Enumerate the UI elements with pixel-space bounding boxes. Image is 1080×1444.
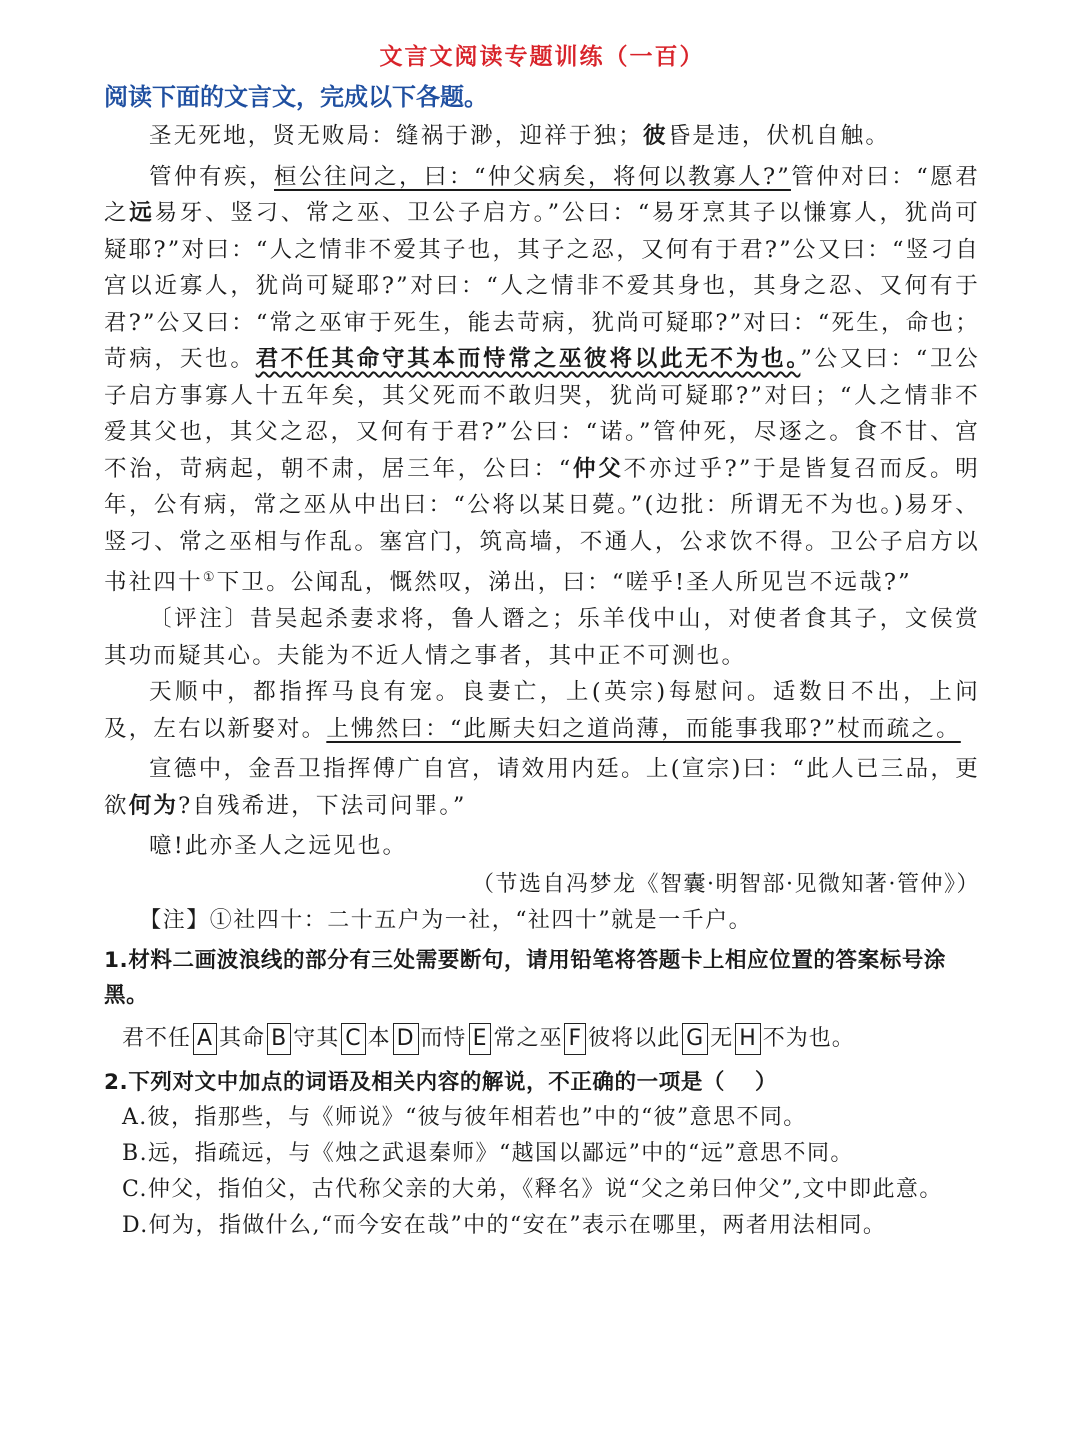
text: 易牙、竖刁、常之巫、卫公子启方。”公曰：“易牙烹其子以慊寡人，犹尚可疑耶?”对曰：“人之情非不爱其子也，其子之忍，又何有于君?”公又曰：“竖刁自宫以近寡人，犹尚可疑耶?”对曰：“人之情非不爱其身也，其身之忍、又何有于君?”公又曰：“常之巫审于死生，能去苛病，犹尚可疑耶?”对曰：“死生，命也；苛病，天也。 — [104, 200, 981, 372]
segment: 本 — [367, 1025, 391, 1051]
source-citation: （节选自冯梦龙《智囊·明智部·见微知著·管仲》） — [472, 871, 980, 897]
dotted-word-zhongfu: 仲父 — [572, 455, 624, 482]
break-option-d[interactable]: D — [393, 1023, 419, 1055]
segment: 无 — [710, 1025, 734, 1051]
question-2 — [104, 1065, 980, 1100]
dotted-word-yuan: 远 — [129, 200, 155, 226]
dotted-word-hewei: 何为 — [128, 792, 179, 819]
intro-text-2: 昏是违，伏机自触。 — [667, 123, 891, 149]
question-2-close: ） — [755, 1069, 778, 1095]
passage-fuguang — [104, 751, 980, 824]
footnote: 【注】①社四十：二十五户为一社，“社四十”就是一千户。 — [139, 907, 753, 933]
wavy-underlined-sentence: 君不任其命守其本而恃常之巫彼将以此无不为也。 — [255, 346, 801, 372]
question-1: 1.材料二画波浪线的部分有三处需要断句，请用铅笔将答题卡上相应位置的答案标号涂黑。 — [104, 947, 947, 1008]
passage-guanzhong — [104, 159, 980, 602]
break-option-g[interactable]: G — [682, 1023, 708, 1055]
commentary-paragraph: 〔评注〕昔吴起杀妻求将，鲁人谮之；乐羊伐中山，对使者食其子，文侯赏其功而疑其心。夫能为不近人情之事者，其中正不可测也。 — [104, 606, 980, 669]
text: ”公又曰：“卫公子启方事寡人十五年矣，其父死而不敢归哭，犹尚可疑耶?”对曰；“人之情非不爱其父也，其父之忍，又何有于君?”公曰：“诺。”管仲死，尽逐之。食不甘、宫不治，苛病起，朝不肃，居三年，公曰：“ — [104, 346, 981, 482]
break-option-h[interactable]: H — [735, 1023, 761, 1055]
passage-maliang — [104, 674, 980, 747]
segment: 君不任 — [122, 1025, 192, 1051]
text: 管仲有疾， — [149, 163, 274, 190]
reading-instruction: 阅读下面的文言文，完成以下各题。 — [104, 83, 488, 111]
intro-text-1: 圣无死地，贤无败局：缝祸于渺，迎祥于独； — [149, 123, 644, 149]
question-2-text: 2.下列对文中加点的词语及相关内容的解说，不正确的一项是（ — [104, 1069, 726, 1095]
text: 不亦过乎?”于是皆复召而反。明年，公有病，常之巫从中出曰：“公将以某日薨。”(边批：所谓无不为也。)易牙、竖刁、常之巫相与作乱。塞宫门，筑高墙，不通人，公求饮不得。卫公子启方以书社四十 — [104, 455, 981, 596]
break-option-a[interactable]: A — [193, 1023, 217, 1055]
option-a[interactable]: A.彼，指那些，与《师说》“彼与彼年相若也”中的“彼”意思不同。 — [122, 1104, 807, 1130]
segment: 常之巫 — [493, 1025, 563, 1051]
segment: 而恃 — [420, 1025, 467, 1051]
text: 下卫。公闻乱，慨然叹，涕出，曰：“嗟乎!圣人所见岂不远哉?” — [216, 569, 912, 596]
footnote-marker: ① — [202, 570, 217, 585]
segment: 不为也。 — [762, 1025, 855, 1051]
segment: 守其 — [293, 1025, 340, 1051]
option-d[interactable]: D.何为，指做什么,“而今安在哉”中的“安在”表示在哪里，两者用法相同。 — [122, 1212, 887, 1238]
segment: 其命 — [219, 1025, 266, 1051]
passage-intro — [104, 118, 980, 155]
dotted-word-bi: 彼 — [643, 123, 668, 149]
segment: 彼将以此 — [588, 1025, 681, 1051]
underlined-sentence-1: 桓公往问之，曰：“仲父病矣，将何以教寡人?” — [274, 163, 791, 190]
option-c[interactable]: C.仲父，指伯父，古代称父亲的大弟，《释名》说“父之弟曰仲父”,文中即此意。 — [122, 1176, 943, 1202]
option-b[interactable]: B.远，指疏远，与《烛之武退秦师》“越国以鄙远”中的“远”意思不同。 — [122, 1140, 854, 1166]
text: 管仲对曰：“愿君之 — [104, 163, 980, 226]
break-option-c[interactable]: C — [341, 1023, 365, 1055]
underlined-sentence-2: 上怫然曰：“此厮夫妇之道尚薄，而能事我耶?”杖而疏之。 — [326, 715, 961, 742]
break-option-e[interactable]: E — [469, 1023, 492, 1055]
break-option-b[interactable]: B — [267, 1023, 291, 1055]
text: 天顺中，都指挥马良有宠。良妻亡，上(英宗)每慰问。适数日不出，上问及，左右以新娶对。 — [104, 679, 980, 742]
text: ?自残希进，下法司问罪。” — [178, 792, 467, 819]
worksheet-title: 文言文阅读专题训练（一百） — [379, 44, 705, 70]
sentence-break-options — [122, 1017, 980, 1061]
break-option-f[interactable]: F — [564, 1023, 586, 1055]
passage-closing: 噫!此亦圣人之远见也。 — [149, 833, 408, 859]
text: 宣德中，金吾卫指挥傅广自宫，请效用内廷。上(宣宗)曰：“此人已三品，更欲 — [104, 756, 980, 819]
